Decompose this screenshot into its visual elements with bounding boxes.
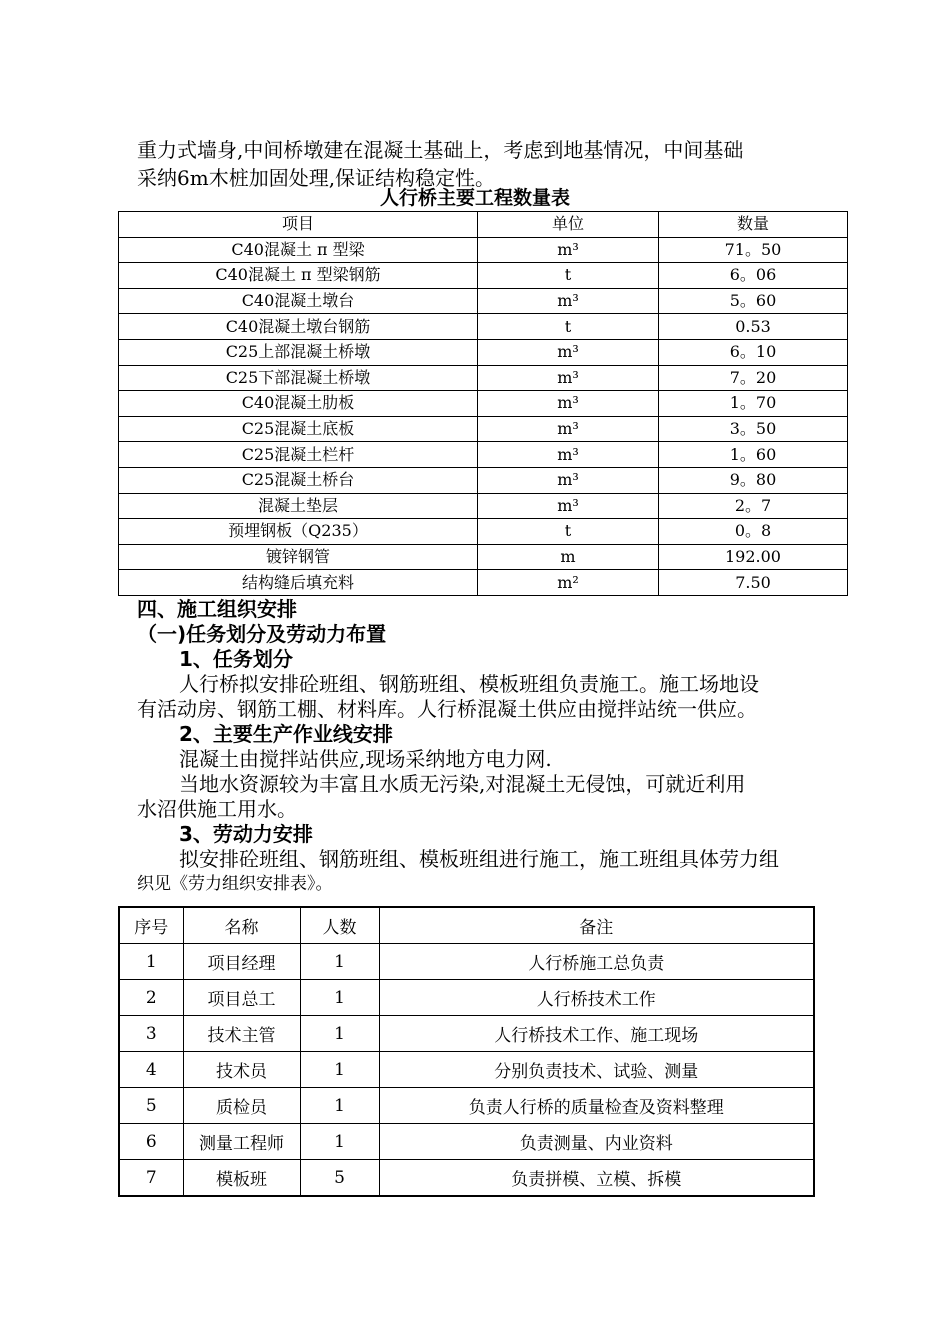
cell-remarks: 负责拼模、立模、拆模 bbox=[379, 1160, 814, 1197]
cell-item: C40混凝土肋板 bbox=[119, 391, 478, 417]
cell-unit: m² bbox=[478, 570, 659, 596]
table-row bbox=[119, 980, 814, 1016]
header-name: 名称 bbox=[183, 907, 300, 944]
table-row bbox=[119, 467, 848, 493]
cell-remarks: 人行桥技术工作、施工现场 bbox=[379, 1016, 814, 1052]
cell-unit: m³ bbox=[478, 237, 659, 263]
table-row bbox=[119, 288, 848, 314]
intro-paragraph bbox=[137, 136, 837, 192]
cell-count: 1 bbox=[300, 1124, 379, 1160]
table-row bbox=[119, 442, 848, 468]
table-row bbox=[119, 314, 848, 340]
cell-unit: m³ bbox=[478, 493, 659, 519]
cell-unit: m³ bbox=[478, 442, 659, 468]
cell-unit: t bbox=[478, 519, 659, 545]
header-index: 序号 bbox=[119, 907, 183, 944]
table-row bbox=[119, 1124, 814, 1160]
cell-unit: t bbox=[478, 263, 659, 289]
quantity-table bbox=[118, 211, 848, 596]
table-row bbox=[119, 544, 848, 570]
cell-item: C40混凝土 π 型梁钢筋 bbox=[119, 263, 478, 289]
cell-item: 镀锌钢管 bbox=[119, 544, 478, 570]
table-row bbox=[119, 1088, 814, 1124]
cell-amount: 9。80 bbox=[659, 467, 848, 493]
item2-text-2: 当地水资源较为丰富且水质无污染,对混凝土无侵蚀，可就近利用 bbox=[179, 772, 746, 796]
cell-remarks: 负责测量、内业资料 bbox=[379, 1124, 814, 1160]
cell-index: 4 bbox=[119, 1052, 183, 1088]
cell-name: 项目总工 bbox=[183, 980, 300, 1016]
cell-amount: 6。10 bbox=[659, 339, 848, 365]
item3-text-1: 拟安排砼班组、钢筋班组、模板班组进行施工，施工班组具体劳力组 bbox=[179, 847, 779, 871]
cell-unit: t bbox=[478, 314, 659, 340]
cell-amount: 0。8 bbox=[659, 519, 848, 545]
table-row bbox=[119, 339, 848, 365]
cell-item: C40混凝土墩台钢筋 bbox=[119, 314, 478, 340]
cell-name: 项目经理 bbox=[183, 944, 300, 980]
cell-remarks: 负责人行桥的质量检查及资料整理 bbox=[379, 1088, 814, 1124]
table-row bbox=[119, 391, 848, 417]
cell-item: C40混凝土 π 型梁 bbox=[119, 237, 478, 263]
table-row bbox=[119, 237, 848, 263]
table-row bbox=[119, 519, 848, 545]
cell-item: C25混凝土栏杆 bbox=[119, 442, 478, 468]
cell-count: 1 bbox=[300, 1088, 379, 1124]
item2-heading: 2、主要生产作业线安排 bbox=[179, 722, 393, 746]
section-4 bbox=[137, 597, 847, 897]
item1-heading: 1、任务划分 bbox=[179, 647, 293, 671]
table-row bbox=[119, 944, 814, 980]
cell-amount: 2。7 bbox=[659, 493, 848, 519]
cell-item: C25混凝土桥台 bbox=[119, 467, 478, 493]
cell-remarks: 人行桥技术工作 bbox=[379, 980, 814, 1016]
cell-index: 2 bbox=[119, 980, 183, 1016]
cell-name: 质检员 bbox=[183, 1088, 300, 1124]
table-row bbox=[119, 1016, 814, 1052]
item3-text-2: 织见《劳力组织安排表》。 bbox=[137, 874, 333, 894]
item3-heading: 3、劳动力安排 bbox=[179, 822, 313, 846]
quantity-table-header-row bbox=[119, 212, 848, 238]
cell-index: 5 bbox=[119, 1088, 183, 1124]
cell-count: 1 bbox=[300, 944, 379, 980]
cell-count: 1 bbox=[300, 1052, 379, 1088]
cell-amount: 7.50 bbox=[659, 570, 848, 596]
cell-item: 预埋钢板（Q235） bbox=[119, 519, 478, 545]
cell-amount: 5。60 bbox=[659, 288, 848, 314]
header-item: 项目 bbox=[119, 212, 478, 238]
cell-item: 结构缝后填充料 bbox=[119, 570, 478, 596]
cell-item: C25下部混凝土桥墩 bbox=[119, 365, 478, 391]
cell-unit: m³ bbox=[478, 365, 659, 391]
header-unit: 单位 bbox=[478, 212, 659, 238]
cell-amount: 71。50 bbox=[659, 237, 848, 263]
cell-amount: 1。70 bbox=[659, 391, 848, 417]
cell-name: 测量工程师 bbox=[183, 1124, 300, 1160]
table-row bbox=[119, 570, 848, 596]
table-row bbox=[119, 1160, 814, 1197]
cell-count: 5 bbox=[300, 1160, 379, 1197]
table-row bbox=[119, 263, 848, 289]
intro-line-1: 重力式墙身,中间桥墩建在混凝土基础上，考虑到地基情况，中间基础 bbox=[137, 138, 744, 162]
cell-item: C40混凝土墩台 bbox=[119, 288, 478, 314]
cell-index: 6 bbox=[119, 1124, 183, 1160]
cell-remarks: 人行桥施工总负责 bbox=[379, 944, 814, 980]
cell-unit: m³ bbox=[478, 391, 659, 417]
header-count: 人数 bbox=[300, 907, 379, 944]
cell-unit: m bbox=[478, 544, 659, 570]
table-row bbox=[119, 493, 848, 519]
cell-unit: m³ bbox=[478, 416, 659, 442]
labor-table bbox=[118, 906, 815, 1197]
item2-text-1: 混凝土由搅拌站供应,现场采纳地方电力网. bbox=[179, 747, 552, 771]
table-row bbox=[119, 365, 848, 391]
cell-amount: 7。20 bbox=[659, 365, 848, 391]
section-heading: 四、施工组织安排 bbox=[137, 597, 297, 621]
item1-text-1: 人行桥拟安排砼班组、钢筋班组、模板班组负责施工。施工场地设 bbox=[179, 672, 759, 696]
cell-count: 1 bbox=[300, 980, 379, 1016]
item2-text-3: 水沼供施工用水。 bbox=[137, 797, 297, 821]
cell-amount: 1。60 bbox=[659, 442, 848, 468]
cell-count: 1 bbox=[300, 1016, 379, 1052]
cell-index: 7 bbox=[119, 1160, 183, 1197]
cell-name: 技术员 bbox=[183, 1052, 300, 1088]
subsection-heading: （一)任务划分及劳动力布置 bbox=[137, 622, 387, 646]
cell-unit: m³ bbox=[478, 339, 659, 365]
cell-remarks: 分别负责技术、试验、测量 bbox=[379, 1052, 814, 1088]
cell-unit: m³ bbox=[478, 467, 659, 493]
cell-item: C25混凝土底板 bbox=[119, 416, 478, 442]
cell-amount: 0.53 bbox=[659, 314, 848, 340]
quantity-table-title: 人行桥主要工程数量表 bbox=[379, 187, 570, 209]
table-row bbox=[119, 416, 848, 442]
labor-table-header-row bbox=[119, 907, 814, 944]
cell-amount: 192.00 bbox=[659, 544, 848, 570]
cell-item: 混凝土垫层 bbox=[119, 493, 478, 519]
header-remarks: 备注 bbox=[379, 907, 814, 944]
cell-amount: 6。06 bbox=[659, 263, 848, 289]
table-row bbox=[119, 1052, 814, 1088]
header-amount: 数量 bbox=[659, 212, 848, 238]
cell-item: C25上部混凝土桥墩 bbox=[119, 339, 478, 365]
cell-index: 3 bbox=[119, 1016, 183, 1052]
cell-amount: 3。50 bbox=[659, 416, 848, 442]
cell-unit: m³ bbox=[478, 288, 659, 314]
cell-name: 技术主管 bbox=[183, 1016, 300, 1052]
item1-text-2: 有活动房、钢筋工棚、材料库。人行桥混凝土供应由搅拌站统一供应。 bbox=[137, 697, 757, 721]
intro-line-2: 采纳6m木桩加固处理,保证结构稳定性。 bbox=[137, 166, 496, 190]
cell-name: 模板班 bbox=[183, 1160, 300, 1197]
cell-index: 1 bbox=[119, 944, 183, 980]
